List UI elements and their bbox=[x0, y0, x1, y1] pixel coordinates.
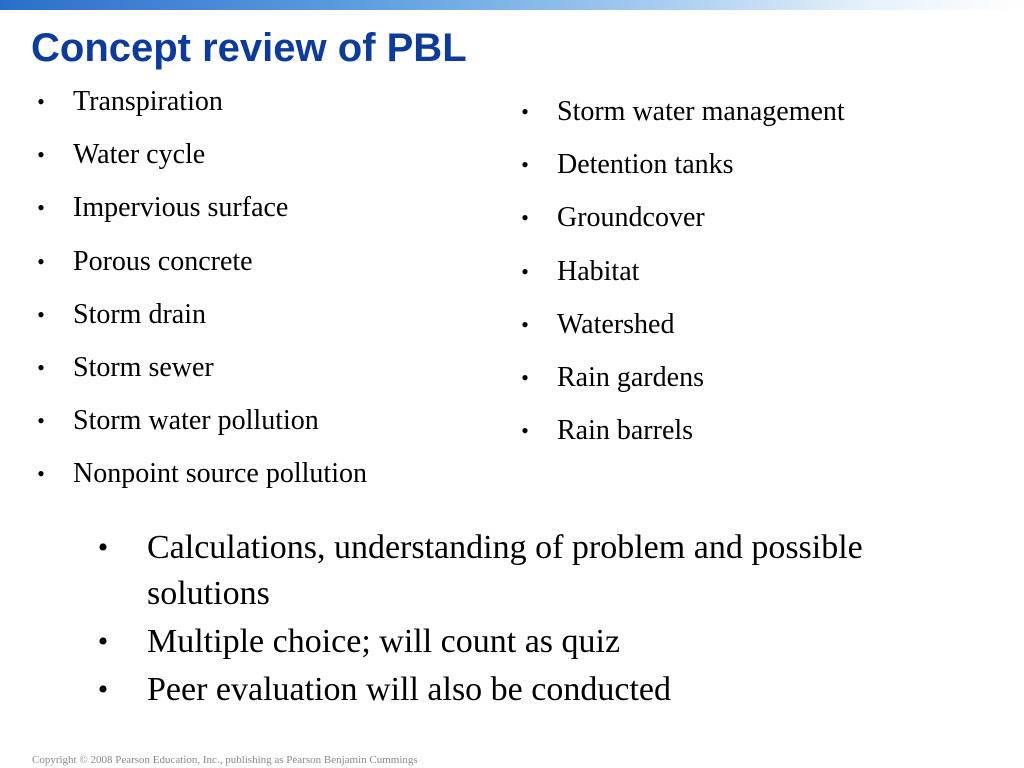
term-text: Water cycle bbox=[73, 139, 206, 171]
bullet-icon: • bbox=[521, 418, 529, 444]
term-text: Storm drain bbox=[73, 298, 206, 330]
assessment-text: Peer evaluation will also be conducted bbox=[147, 671, 671, 708]
term-text: Rain gardens bbox=[557, 361, 704, 393]
assessment-list bbox=[90, 525, 890, 715]
list-item bbox=[31, 82, 471, 135]
list-item bbox=[31, 242, 471, 295]
list-item bbox=[90, 667, 890, 713]
bullet-icon: • bbox=[521, 364, 529, 390]
slide-title: Concept review of PBL bbox=[31, 26, 467, 70]
term-text: Storm water pollution bbox=[73, 405, 319, 437]
term-text: Transpiration bbox=[73, 86, 223, 117]
term-text: Porous concrete bbox=[73, 245, 253, 277]
bullet-icon: • bbox=[37, 195, 45, 221]
bullet-icon: • bbox=[37, 354, 45, 380]
list-item bbox=[31, 188, 471, 241]
list-item bbox=[515, 252, 995, 305]
list-item bbox=[31, 295, 471, 348]
bullet-icon: • bbox=[521, 258, 529, 284]
term-text: Rain barrels bbox=[557, 415, 694, 447]
right-term-list bbox=[515, 92, 995, 464]
bullet-icon: • bbox=[37, 408, 45, 434]
term-text: Nonpoint source pollution bbox=[73, 458, 367, 490]
list-item bbox=[31, 348, 471, 401]
list-item bbox=[515, 92, 995, 145]
list-item bbox=[90, 525, 890, 617]
bullet-icon: • bbox=[521, 205, 529, 231]
list-item bbox=[31, 401, 471, 454]
bullet-icon: • bbox=[97, 531, 109, 564]
list-item bbox=[515, 411, 995, 464]
bullet-icon: • bbox=[37, 142, 45, 168]
list-item bbox=[515, 145, 995, 198]
bullet-icon: • bbox=[37, 89, 45, 114]
list-item bbox=[31, 454, 471, 507]
bullet-icon: • bbox=[521, 311, 529, 337]
copyright-footer: Copyright © 2008 Pearson Education, Inc., publishing as Pearson Benjamin Cummings bbox=[32, 754, 418, 766]
bullet-icon: • bbox=[37, 461, 45, 487]
term-text: Storm sewer bbox=[73, 351, 214, 383]
bullet-icon: • bbox=[97, 673, 109, 706]
bullet-icon: • bbox=[97, 625, 109, 658]
term-text: Habitat bbox=[557, 255, 640, 287]
term-text: Groundcover bbox=[557, 202, 705, 234]
list-item bbox=[515, 305, 995, 358]
term-text: Watershed bbox=[557, 308, 675, 340]
bullet-icon: • bbox=[521, 99, 529, 124]
list-item bbox=[515, 198, 995, 251]
left-term-list bbox=[31, 82, 471, 508]
bullet-icon: • bbox=[37, 301, 45, 327]
assessment-text: Calculations, understanding of problem and possible solutions bbox=[147, 529, 863, 612]
list-item bbox=[515, 358, 995, 411]
bullet-icon: • bbox=[37, 248, 45, 274]
list-item bbox=[31, 135, 471, 188]
term-text: Detention tanks bbox=[557, 149, 734, 181]
term-text: Impervious surface bbox=[73, 192, 289, 224]
bullet-icon: • bbox=[521, 152, 529, 178]
assessment-text: Multiple choice; will count as quiz bbox=[147, 623, 621, 660]
term-text: Storm water management bbox=[557, 96, 845, 127]
list-item bbox=[90, 619, 890, 665]
header-gradient-bar bbox=[0, 0, 1024, 10]
